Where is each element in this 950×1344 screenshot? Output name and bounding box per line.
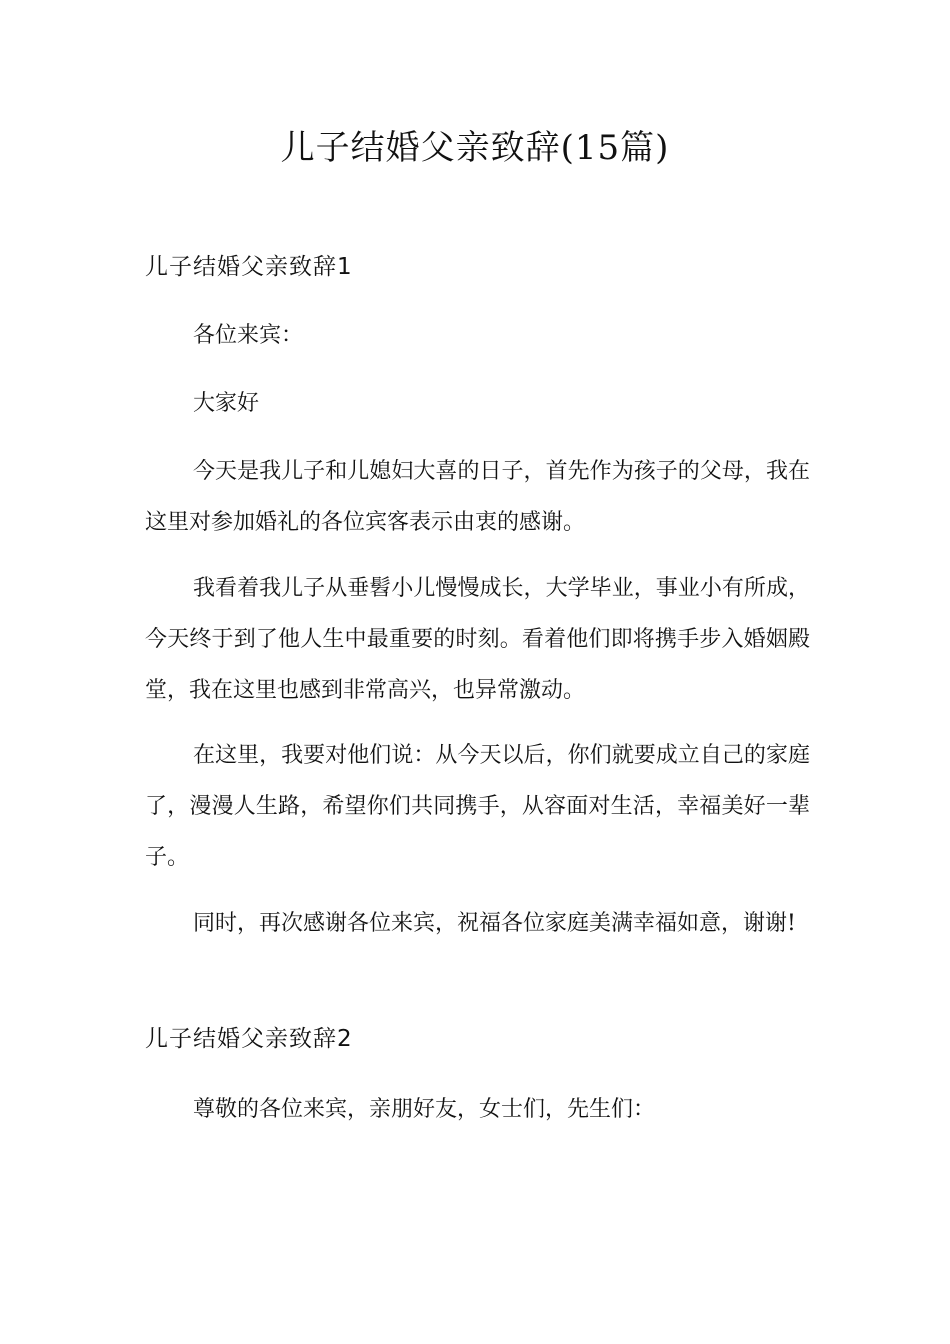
paragraph-respected-guests: 尊敬的各位来宾，亲朋好友，女士们，先生们： <box>193 1097 656 1122</box>
section-heading-2: 儿子结婚父亲致辞2 <box>145 1026 353 1052</box>
document-title: 儿子结婚父亲致辞(15篇) <box>280 128 670 168</box>
paragraph-growth: 我看着我儿子从垂髫小儿慢慢成长，大学毕业，事业小有所成，今天终于到了他人生中最重要的时刻。看着他们即将携手步入婚姻殿堂，我在这里也感到非常高兴，也异常激动。 <box>145 576 810 703</box>
paragraph-thanks: 今天是我儿子和儿媳妇大喜的日子，首先作为孩子的父母，我在这里对参加婚礼的各位宾客表示由衷的感谢。 <box>145 459 810 535</box>
paragraph-greeting: 各位来宾： <box>193 323 304 348</box>
paragraph-closing: 同时，再次感谢各位来宾，祝福各位家庭美满幸福如意，谢谢! <box>193 911 796 936</box>
paragraph-hello: 大家好 <box>193 391 260 416</box>
paragraph-wishes: 在这里，我要对他们说：从今天以后，你们就要成立自己的家庭了，漫漫人生路，希望你们共同携手，从容面对生活，幸福美好一辈子。 <box>145 743 810 870</box>
section-heading-1: 儿子结婚父亲致辞1 <box>145 254 353 280</box>
